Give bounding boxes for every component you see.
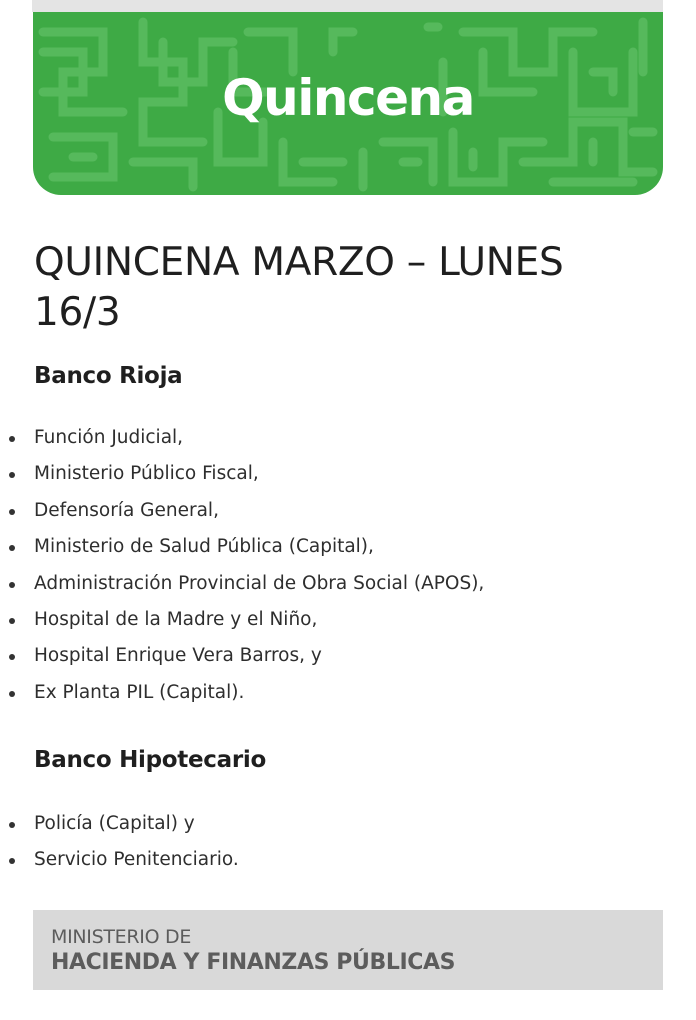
list-item [0,456,484,492]
list-item-label: Hospital Enrique Vera Barros, y [34,645,322,667]
section-title-banco-rioja: Banco Rioja [34,363,183,389]
list-item-label: Defensoría General, [34,499,219,521]
banco-rioja-list [0,420,484,711]
page-headline: QUINCENA MARZO – LUNES 16/3 [34,240,564,335]
list-item [0,806,239,842]
bullet-icon [9,691,15,697]
quincena-banner [33,12,663,195]
list-item-label: Función Judicial, [34,427,184,448]
list-item-label: Ministerio de Salud Pública (Capital), [34,536,374,558]
list-item [0,529,484,565]
list-item-label: Policía (Capital) y [34,813,195,834]
bullet-icon [9,618,15,624]
section-title-banco-hipotecario: Banco Hipotecario [34,747,266,773]
list-item-label: Hospital de la Madre y el Niño, [34,608,318,630]
list-item-label: Ministerio Público Fiscal, [34,463,259,485]
top-strip [32,0,663,12]
banco-hipotecario-list [0,806,239,879]
bullet-icon [9,509,15,515]
bullet-icon [9,472,15,478]
banner-title: Quincena [222,69,474,127]
ministry-footer [33,910,663,990]
list-item-label: Servicio Penitenciario. [34,849,239,871]
bullet-icon [9,654,15,660]
list-item [0,493,484,529]
list-item [0,842,239,878]
list-item [0,420,484,456]
bullet-icon [9,582,15,588]
bullet-icon [9,545,15,551]
list-item-label: Administración Provincial de Obra Social (APOS), [34,572,485,594]
bullet-icon [9,822,15,828]
list-item [0,638,484,674]
bullet-icon [9,436,15,442]
list-item [0,602,484,638]
footer-ministry-line2: HACIENDA Y FINANZAS PÚBLICAS [51,950,456,975]
list-item-label: Ex Planta PIL (Capital). [34,681,245,703]
bullet-icon [9,858,15,864]
list-item [0,566,484,602]
list-item [0,675,484,711]
footer-ministry-line1: MINISTERIO DE [51,926,192,948]
